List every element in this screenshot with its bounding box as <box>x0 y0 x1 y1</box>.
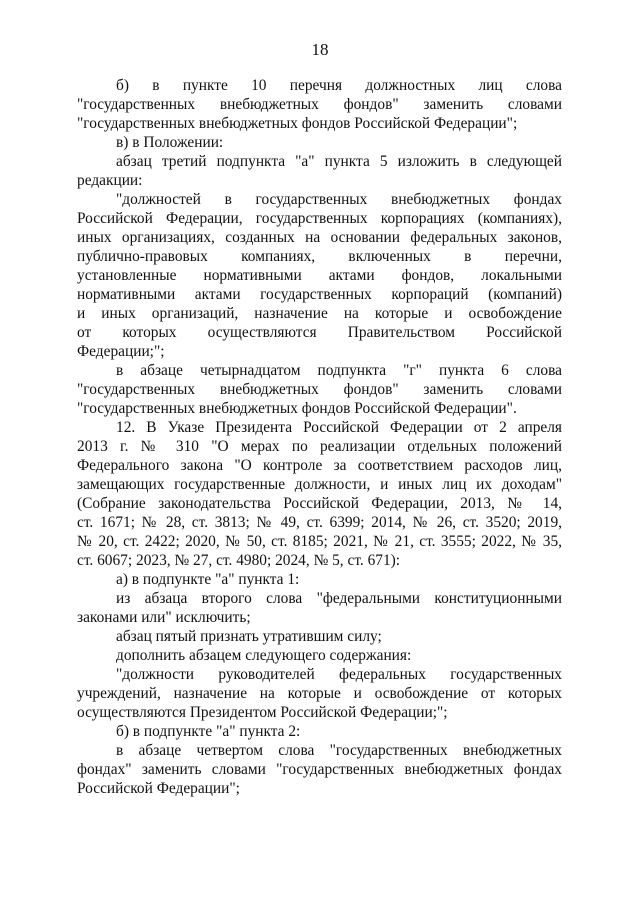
text-line: Российской Федерации, государственных корпорациях (компаниях), <box>77 210 562 227</box>
text-line: ст. 1671; № 28, ст. 3813; № 49, ст. 6399; 2014, № 26, ст. 3520; 2019, <box>77 514 562 531</box>
text-line: публично-правовых компаниях, включенных в перечни, <box>77 248 562 265</box>
text-line: 12. В Указе Президента Российской Федерации от 2 апреля <box>116 419 562 436</box>
text-line: от которых осуществляются Правительством Российской <box>77 324 562 341</box>
text-line: 2013 г. № 310 "О мерах по реализации отдельных положений <box>77 438 562 455</box>
text-line: абзац третий подпункта "а" пункта 5 изложить в следующей <box>116 153 562 170</box>
text-line: нормативными актами государственных корпораций (компаний) <box>77 286 562 303</box>
text-line: (Собрание законодательства Российской Федерации, 2013, № 14, <box>77 495 562 512</box>
text-line: установленные нормативными актами фондов, локальными <box>77 267 562 284</box>
text-line: учреждений, назначение на которые и освобождение от которых <box>77 685 562 702</box>
text-line: № 20, ст. 2422; 2020, № 50, ст. 8185; 2021, № 21, ст. 3555; 2022, № 35, <box>77 533 562 550</box>
text-line: б) в пункте 10 перечня должностных лиц слова <box>116 77 562 94</box>
text-line: в абзаце четырнадцатом подпункта "г" пункта 6 слова <box>116 362 562 379</box>
text-line: ст. 6067; 2023, № 27, ст. 4980; 2024, № 5, ст. 671): <box>77 552 401 569</box>
text-line: редакции: <box>77 172 143 189</box>
text-line: и иных организаций, назначение на которые и освобождение <box>77 305 562 322</box>
text-line: замещающих государственные должности, и иных лиц их доходам" <box>77 476 562 493</box>
document-body <box>77 76 562 798</box>
text-line: Федерального закона "О контроле за соответствием расходов лиц, <box>77 457 562 474</box>
text-line: а) в подпункте "а" пункта 1: <box>116 571 300 588</box>
page-number: 18 <box>311 40 329 59</box>
text-line: "государственных внебюджетных фондов" заменить словами <box>77 96 562 113</box>
text-line: осуществляются Президентом Российской Федерации;"; <box>77 704 448 721</box>
text-line: из абзаца второго слова "федеральными конституционными <box>116 590 562 607</box>
text-line: фондах" заменить словами "государственных внебюджетных фондах <box>77 761 562 778</box>
text-line: в абзаце четвертом слова "государственных внебюджетных <box>116 742 562 759</box>
text-line: "должности руководителей федеральных государственных <box>116 666 562 683</box>
text-line: "должностей в государственных внебюджетных фондах <box>116 191 562 208</box>
text-line: Федерации;"; <box>77 343 165 360</box>
text-line: б) в подпункте "а" пункта 2: <box>116 723 301 740</box>
text-line: "государственных внебюджетных фондов Российской Федерации". <box>77 400 517 417</box>
text-line: в) в Положении: <box>116 134 224 151</box>
text-line: "государственных внебюджетных фондов Российской Федерации"; <box>77 115 518 132</box>
text-line: иных организациях, созданных на основании федеральных законов, <box>77 229 562 246</box>
text-line: "государственных внебюджетных фондов" заменить словами <box>77 381 562 398</box>
text-line: законами или" исключить; <box>77 609 251 626</box>
text-line: абзац пятый признать утратившим силу; <box>116 628 382 645</box>
text-line: Российской Федерации"; <box>77 780 240 797</box>
text-line: дополнить абзацем следующего содержания: <box>116 647 412 664</box>
